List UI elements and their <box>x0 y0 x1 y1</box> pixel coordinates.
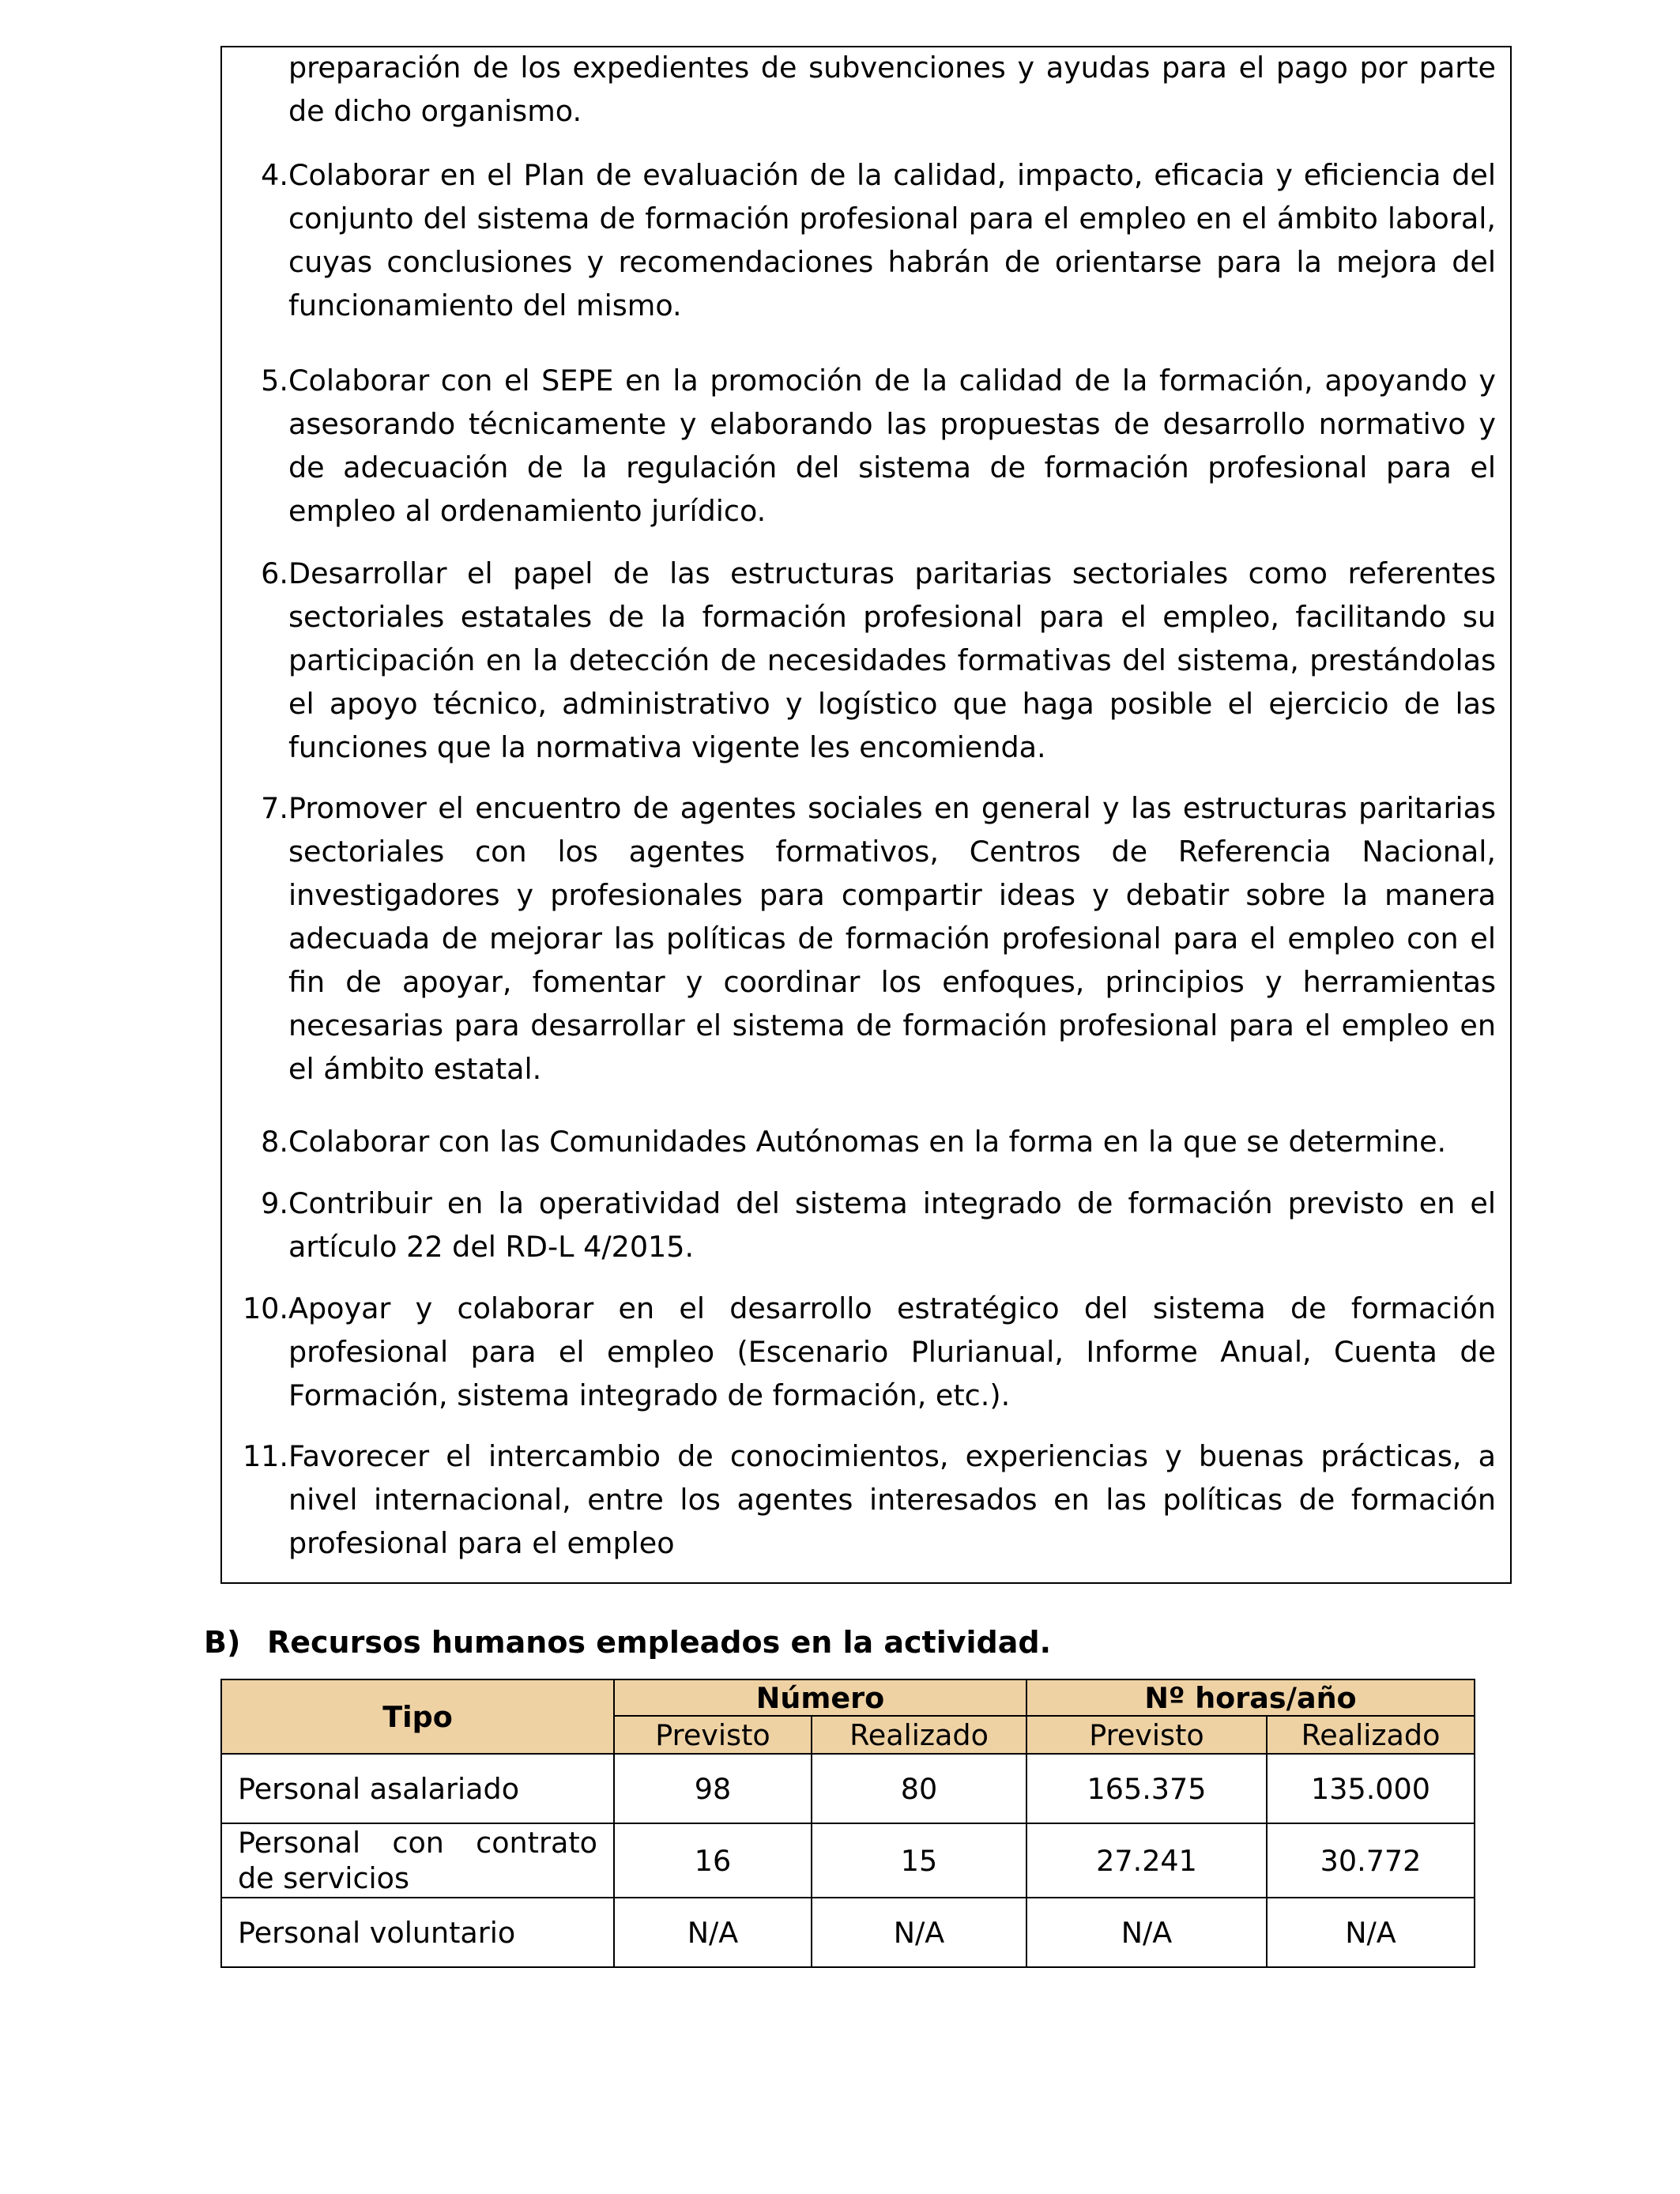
section-title: Recursos humanos empleados en la actividad. <box>267 1625 1052 1660</box>
section-heading <box>204 1620 1051 1664</box>
column-header-numero: Número <box>614 1679 1026 1716</box>
row-label-line: Personal con contrato <box>238 1826 597 1860</box>
cell-numero-realizado: 15 <box>812 1823 1026 1898</box>
cell-numero-previsto: 98 <box>614 1754 812 1823</box>
column-header-previsto: Previsto <box>1026 1716 1267 1754</box>
cell-numero-previsto: N/A <box>614 1898 812 1967</box>
continuation-paragraph: preparación de los expedientes de subvenciones y ayudas para el pago por parte de dicho organismo. <box>288 51 1496 128</box>
list-item-number: 10. <box>242 1291 288 1325</box>
column-header-previsto: Previsto <box>614 1716 812 1754</box>
list-item <box>235 1182 1496 1269</box>
list-item <box>235 1434 1496 1565</box>
cell-numero-previsto: 16 <box>614 1823 812 1898</box>
list-item-number: 8. <box>261 1125 288 1159</box>
cell-horas-previsto: N/A <box>1026 1898 1267 1967</box>
cell-horas-previsto: 27.241 <box>1026 1823 1267 1898</box>
cell-numero-realizado: 80 <box>812 1754 1026 1823</box>
list-item-text: Contribuir en la operatividad del sistema integrado de formación previsto en el artículo 22 del RD-L 4/2015. <box>288 1186 1496 1264</box>
row-label-line: de servicios <box>238 1861 410 1895</box>
list-item-text: Colaborar en el Plan de evaluación de la calidad, impacto, eficacia y eficiencia del conjunto del sistema de formación profesional para el empleo en el ámbito laboral, cuyas conclusiones y recomendaciones habrán de orientarse para la mejora del funcionamiento del mismo. <box>288 158 1496 322</box>
list-item <box>235 1120 1496 1163</box>
list-item-text: Colaborar con las Comunidades Autónomas en la forma en la que se determine. <box>288 1125 1447 1159</box>
cell-numero-realizado: N/A <box>812 1898 1026 1967</box>
column-header-horas: Nº horas/año <box>1026 1679 1475 1716</box>
table-row <box>221 1898 1475 1967</box>
list-item-number: 5. <box>261 364 288 398</box>
list-item <box>235 1287 1496 1417</box>
list-item-text: Apoyar y colaborar en el desarrollo estratégico del sistema de formación profesional para el empleo (Escenario Plurianual, Informe Anual, Cuenta de Formación, sistema integrado de formación, etc.). <box>288 1291 1496 1412</box>
list-item <box>235 153 1496 327</box>
column-header-realizado: Realizado <box>1267 1716 1475 1754</box>
human-resources-table <box>220 1679 1475 1968</box>
section-letter: B) <box>204 1625 241 1660</box>
table-row <box>221 1754 1475 1823</box>
list-item-number: 11. <box>242 1439 288 1473</box>
list-item-text: Favorecer el intercambio de conocimientos, experiencias y buenas prácticas, a nivel internacional, entre los agentes interesados en las políticas de formación profesional para el empleo <box>288 1439 1496 1560</box>
column-header-tipo: Tipo <box>221 1679 614 1754</box>
column-header-realizado: Realizado <box>812 1716 1026 1754</box>
row-label: Personal asalariado <box>221 1754 614 1823</box>
cell-horas-realizado: 135.000 <box>1267 1754 1475 1823</box>
list-item-number: 6. <box>261 556 288 590</box>
list-item <box>235 359 1496 533</box>
row-label: Personal voluntario <box>221 1898 614 1967</box>
cell-horas-previsto: 165.375 <box>1026 1754 1267 1823</box>
list-item-text: Promover el encuentro de agentes sociales en general y las estructuras paritarias sectoriales con los agentes formativos, Centros de Referencia Nacional, investigadores y profesionales para compartir ideas y debatir sobre la manera adecuada de mejorar las políticas de formación profesional para el empleo con el fin de apoyar, fomentar y coordinar los enfoques, principios y herramientas necesarias para desarrollar el sistema de formación profesional para el empleo en el ámbito estatal. <box>288 791 1496 1086</box>
list-item-text: Colaborar con el SEPE en la promoción de la calidad de la formación, apoyando y asesorando técnicamente y elaborando las propuestas de desarrollo normativo y de adecuación de la regulación del sistema de formación profesional para el empleo al ordenamiento jurídico. <box>288 364 1496 528</box>
table-row <box>221 1823 1475 1898</box>
list-item <box>235 786 1496 1091</box>
cell-horas-realizado: 30.772 <box>1267 1823 1475 1898</box>
list-item-text: Desarrollar el papel de las estructuras paritarias sectoriales como referentes sectoriales estatales de la formación profesional para el empleo, facilitando su participación en la detección de necesidades formativas del sistema, prestándolas el apoyo técnico, administrativo y logístico que haga posible el ejercicio de las funciones que la normativa vigente les encomienda. <box>288 556 1496 764</box>
cell-horas-realizado: N/A <box>1267 1898 1475 1967</box>
list-item <box>235 552 1496 769</box>
list-item-number: 7. <box>261 791 288 825</box>
list-item-number: 9. <box>261 1186 288 1220</box>
row-label <box>221 1823 614 1898</box>
list-item-number: 4. <box>261 158 288 192</box>
